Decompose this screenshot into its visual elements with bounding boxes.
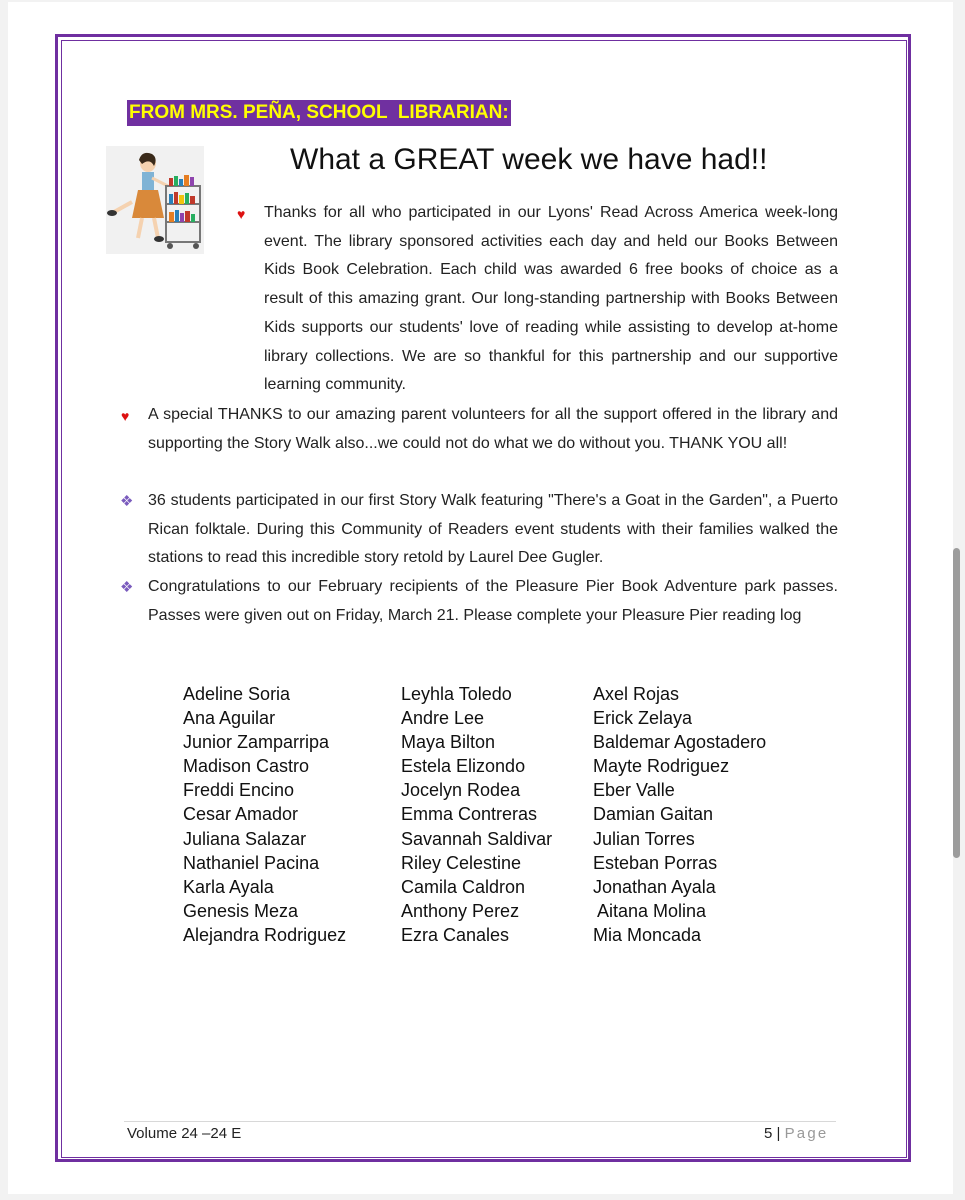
student-name: Madison Castro (183, 756, 310, 777)
student-name: Maya Bilton (401, 732, 496, 753)
names-column-1 (183, 682, 346, 947)
student-name: Esteban Porras (593, 852, 718, 873)
student-name: Riley Celestine (401, 852, 522, 873)
student-name: Nathaniel Pacina (183, 852, 320, 873)
student-name: Juliana Salazar (183, 828, 307, 849)
student-name: Leyhla Toledo (401, 684, 512, 704)
heart-bullet-icon: ♥ (121, 408, 130, 424)
student-name: Junior Zamparripa (183, 732, 330, 753)
footer-volume: Volume 24 –24 E (127, 1125, 242, 1142)
student-name: Erick Zelaya (593, 708, 693, 729)
names-column-2 (401, 682, 552, 947)
page-title: What a GREAT week we have had!! (290, 143, 768, 176)
student-name: Eber Valle (593, 780, 675, 801)
diamond-bullet-icon: ❖ (120, 493, 134, 510)
student-name: Freddi Encino (183, 780, 295, 801)
student-name: Estela Elizondo (401, 756, 526, 777)
student-name: Karla Ayala (183, 876, 274, 897)
student-name: Ezra Canales (401, 924, 510, 945)
paragraph-story-walk: 36 students participated in our first Story Walk featuring "There's a Goat in the Garden", a Puerto Rican folktale. During this Community of Readers event students with their families walked the stations to read this incredible story retold by Laurel Dee Gugler. (148, 492, 838, 567)
student-name: Jonathan Ayala (593, 876, 716, 897)
paragraph-parent-volunteers: A special THANKS to our amazing parent volunteers for all the support offered in the library and supporting the Story Walk also...we could not do what we do without you. THANK YOU all! (148, 406, 838, 452)
student-name: Julian Torres (593, 828, 695, 849)
student-name: Camila Caldron (401, 876, 526, 897)
librarian-with-book-cart-icon (106, 146, 204, 254)
paragraph-read-across-america: Thanks for all who participated in our Lyons' Read Across America week-long event. The library sponsored activities each day and held our Books Between Kids Book Celebration. Each child was awarded 6 free books of choice as a result of this amazing grant. Our long-standing partnership with Books Between Kids supports our students' love of reading while assisting to develop at-home library collections. We are so thankful for this partnership and our supportive learning community. (264, 204, 838, 394)
student-name: Aitana Molina (593, 900, 707, 921)
student-name: Anthony Perez (401, 900, 520, 921)
vertical-scrollbar[interactable] (953, 548, 960, 858)
student-name: Ana Aguilar (183, 708, 276, 729)
student-name: Damian Gaitan (593, 804, 714, 825)
student-name: Adeline Soria (183, 684, 291, 704)
footer-divider (124, 1121, 836, 1122)
student-name: Jocelyn Rodea (401, 780, 521, 801)
section-heading: FROM MRS. PEÑA, SCHOOL LIBRARIAN: (127, 100, 511, 126)
paragraph-pleasure-pier: Congratulations to our February recipients of the Pleasure Pier Book Adventure park passes. Passes were given out on Friday, March 21. Please complete your Pleasure Pier reading log (148, 578, 838, 624)
student-name: Genesis Meza (183, 900, 299, 921)
page-separator: | (776, 1125, 781, 1142)
student-name: Andre Lee (401, 708, 485, 729)
page-label: Page (784, 1125, 829, 1142)
diamond-bullet-icon: ❖ (120, 579, 134, 596)
student-name: Cesar Amador (183, 804, 299, 825)
page-number: 5 (764, 1125, 773, 1142)
names-column-3 (593, 682, 766, 947)
student-name: Emma Contreras (401, 804, 538, 825)
student-name: Axel Rojas (593, 684, 680, 704)
student-name: Savannah Saldivar (401, 828, 553, 849)
student-name: Alejandra Rodriguez (183, 924, 347, 945)
student-name: Mayte Rodriguez (593, 756, 730, 777)
student-name: Baldemar Agostadero (593, 732, 767, 753)
student-name: Mia Moncada (593, 924, 702, 945)
footer-page-number (764, 1125, 828, 1142)
heart-bullet-icon: ♥ (237, 206, 246, 222)
